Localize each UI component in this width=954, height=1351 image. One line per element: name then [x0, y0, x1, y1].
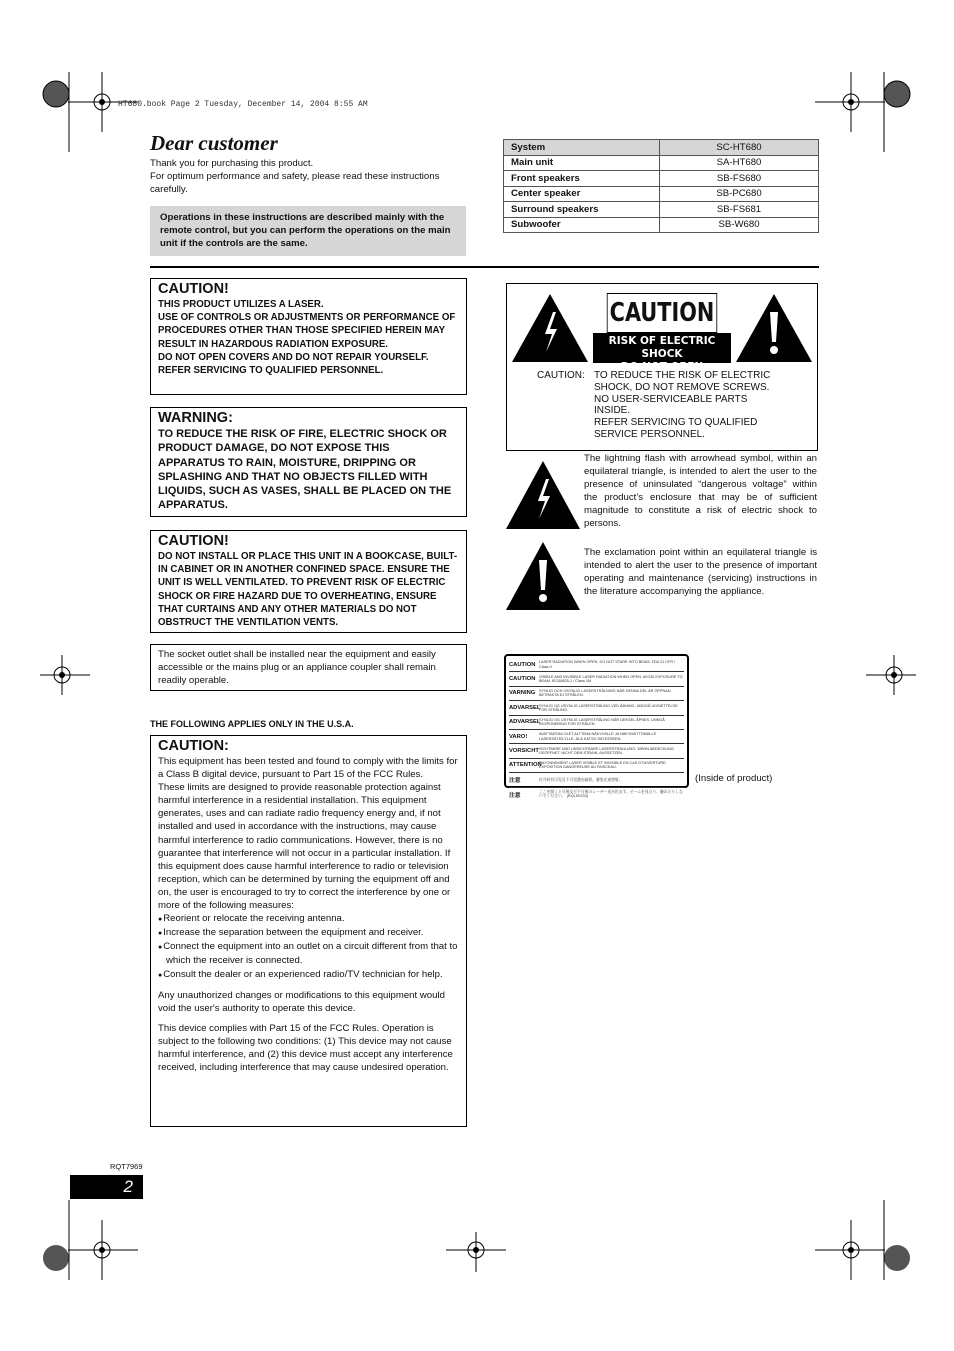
label-row	[509, 701, 684, 715]
registration-mark-icon	[815, 1200, 915, 1280]
label-row	[509, 730, 684, 744]
label-row-title: 注意	[509, 792, 521, 799]
label-row-title: ADVARSEL	[509, 719, 541, 726]
label-row-text: VISIBLE AND INVISIBLE LASER RADIATION WHEN OPEN. AVOID EXPOSURE TO BEAM. IEC60825-1 / Class 1M	[539, 674, 683, 684]
remote-control-note: Operations in these instructions are described mainly with the remote control, but you can perform the operations on the main unit if the controls are the same.	[150, 206, 466, 256]
registration-mark-icon	[38, 1200, 138, 1280]
socket-note: The socket outlet shall be installed near the equipment and easily accessible or the mains plug or an appliance coupler shall remain readily operable.	[158, 649, 436, 687]
list-item: ● Consult the dealer or an experienced radio/TV technician for help.	[158, 968, 459, 982]
label-row	[509, 788, 684, 801]
model-label: Main unit	[504, 155, 660, 171]
crosshair-icon	[40, 655, 90, 695]
label-row-text: AVATTAESSA OLET ALTTIINA NÄKYVÄLLE JA NÄKYMÄTTÖMÄLLE LASERSÄTEILYLLE. ÄLÄ KATSO SÄTEESEEN.	[539, 732, 657, 741]
label-row-title: CAUTION	[509, 661, 536, 668]
label-row-title: 注意	[509, 778, 521, 785]
model-label: Front speakers	[504, 171, 660, 187]
caution-line: DO NOT OPEN COVERS AND DO NOT REPAIR YOURSELF. REFER SERVICING TO QUALIFIED PERSONNEL.	[158, 351, 429, 377]
label-row-text: SYNLIG OG USYNLIG LASERSTRÅLING VED ÅBNING. UNDGÅ UDSÆTTELSE FOR STRÅLING.	[539, 703, 678, 712]
fcc-paragraph: This device complies with Part 15 of the FCC Rules. Operation is subject to the following two conditions: (1) This device may not cause harmful interference, and (2) this device must accept any interference received, including interference that may cause undesired operation.	[158, 1022, 453, 1074]
label-row-title: ADVARSEL	[509, 704, 541, 711]
section-divider	[150, 266, 819, 268]
fcc-caution-box	[150, 735, 467, 1127]
model-value: SB-PC680	[660, 186, 819, 202]
model-value: SA-HT680	[660, 155, 819, 171]
page-title: Dear customer	[150, 131, 278, 155]
caution-line: THIS PRODUCT UTILIZES A LASER.	[158, 299, 324, 310]
caution-sign-title: CAUTION	[607, 293, 717, 333]
caution-label-line: SERVICE PERSONNEL.	[594, 428, 705, 440]
model-label: Center speaker	[504, 186, 660, 202]
lightning-symbol-description: The lightning flash with arrowhead symbol, within an equilateral triangle, is intended to alert the user to the presence of uninsulated “dangerous voltage” within the product’s enclosure that may be of sufficient magnitude to constitute a risk of electric shock to persons.	[584, 453, 817, 529]
fcc-paragraph: Any unauthorized changes or modifications to this equipment would void the user's authority to operate this device.	[158, 989, 445, 1014]
warning-box	[150, 407, 467, 517]
lightning-triangle-icon	[506, 461, 580, 529]
label-row	[509, 744, 684, 758]
registration-mark-icon	[38, 72, 138, 152]
usa-heading: THE FOLLOWING APPLIES ONLY IN THE U.S.A.	[150, 719, 354, 729]
page-number: 2	[70, 1175, 143, 1199]
ventilation-caution-box	[150, 530, 467, 633]
model-label: System	[504, 140, 660, 156]
laser-warning-label	[504, 654, 689, 799]
caution-label-line: REFER SERVICING TO QUALIFIED	[594, 417, 758, 429]
label-row-title: VARO!	[509, 733, 528, 740]
caution-label-graphic	[506, 283, 818, 451]
exclamation-triangle-icon	[506, 542, 580, 610]
caution-text: DO NOT INSTALL OR PLACE THIS UNIT IN A BOOKCASE, BUILT-IN CABINET OR IN ANOTHER CONFINED SPACE. ENSURE THE UNIT IS WELL VENTILATED. TO PREVENT RISK OF ELECTRIC SHOCK OR FIRE HAZARD DUE TO OVERHEATING, ENSURE THAT CURTAINS AND ANY OTHER MATERIALS DO NOT OBSTRUCT THE VENTILATION VENTS.	[158, 551, 458, 629]
caution-label-line: NO USER-SERVICEABLE PARTS	[594, 393, 748, 405]
label-row-title: ATTENTION	[509, 762, 542, 769]
model-value: SB-FS680	[660, 171, 819, 187]
label-row-title: VORSICHT	[509, 748, 539, 755]
model-value: SB-FS681	[660, 202, 819, 218]
caution-heading: CAUTION!	[158, 281, 229, 297]
exclamation-triangle-icon	[736, 294, 812, 362]
label-row	[509, 773, 684, 787]
model-table	[503, 139, 819, 233]
model-value: SB-W680	[660, 217, 819, 233]
label-row-text: ここを開くと可視及び不可視のレーザー光が出ます。ビームを見たり、触れたりしないでください。 (RQLS0233)	[539, 789, 683, 799]
crosshair-icon	[866, 655, 916, 695]
label-row-text: RAYONNEMENT LASER VISIBLE ET INVISIBLE EN CAS D'OUVERTURE. EXPOSITION DANGEREUSE AU FAISCEAU.	[539, 761, 667, 770]
caution-sign	[593, 293, 731, 373]
caution-heading: CAUTION!	[158, 533, 229, 549]
fcc-heading: CAUTION:	[158, 738, 229, 754]
laser-caution-box	[150, 278, 467, 395]
label-row	[509, 759, 684, 773]
table-row	[504, 155, 819, 171]
label-row-title: VARNING	[509, 690, 536, 697]
inside-of-product-note: (Inside of product)	[695, 773, 773, 784]
caution-line: USE OF CONTROLS OR ADJUSTMENTS OR PERFORMANCE OF PROCEDURES OTHER THAN THOSE SPECIFIED HEREIN MAY RESULT IN HAZARDOUS RADIATION EXPOSURE.	[158, 312, 456, 350]
lightning-triangle-icon	[512, 294, 588, 362]
model-value: SC-HT680	[660, 140, 819, 156]
socket-note-box	[150, 644, 467, 691]
list-item: ● Reorient or relocate the receiving antenna.	[158, 912, 459, 926]
file-header: HT680.book Page 2 Tuesday, December 14, 2004 8:55 AM	[118, 100, 368, 109]
exclamation-symbol-description: The exclamation point within an equilateral triangle is intended to alert the user to the presence of important operating and maintenance (servicing) instructions in the literature accompanying the appliance.	[584, 547, 817, 597]
intro-line: For optimum performance and safety, please read these instructions carefully.	[150, 171, 440, 195]
table-row	[504, 186, 819, 202]
label-row-text: 打开时有可见及不可见激光辐射。避免光束照射。	[539, 777, 623, 782]
table-row	[504, 217, 819, 233]
caution-label-line: SHOCK, DO NOT REMOVE SCREWS.	[594, 381, 770, 393]
warning-text: TO REDUCE THE RISK OF FIRE, ELECTRIC SHOCK OR PRODUCT DAMAGE, DO NOT EXPOSE THIS APPARATUS TO RAIN, MOISTURE, DRIPPING OR SPLASHING AND THAT NO OBJECTS FILLED WITH LIQUIDS, SUCH AS VASES, SHALL BE PLACED ON THE APPARATUS.	[158, 428, 452, 512]
caution-sign-line: RISK OF ELECTRIC SHOCK	[608, 335, 716, 360]
table-row	[504, 171, 819, 187]
fcc-paragraph: This equipment has been tested and found to comply with the limits for a Class B digital device, pursuant to Part 15 of the FCC Rules.	[158, 756, 458, 781]
caution-sign-subtitle	[593, 333, 731, 373]
label-row	[509, 658, 684, 672]
document-code: RQT7969	[110, 1162, 143, 1171]
fcc-measures-list	[158, 912, 459, 981]
label-row-text: SYNLIG OCH OSYNLIG LASERSTRÅLNING NÄR DENNA DEL ÄR ÖPPNAD. BETRAKTA EJ STRÅLEN.	[539, 689, 672, 698]
label-row	[509, 672, 684, 686]
table-row	[504, 202, 819, 218]
intro-text	[150, 157, 468, 196]
table-row	[504, 140, 819, 156]
label-row	[509, 716, 684, 730]
caution-label-line: INSIDE.	[594, 405, 631, 417]
caution-sign-line: DO NOT OPEN	[620, 361, 704, 373]
label-row-text: SICHTBARE UND UNSICHTBARE LASERSTRAHLUNG, WENN ABDECKUNG GEÖFFNET. NICHT DEM STRAHL AUSSETZEN.	[539, 746, 674, 756]
list-item: ● Increase the separation between the equipment and receiver.	[158, 926, 459, 940]
caution-label-text	[537, 370, 807, 441]
fcc-paragraph: These limits are designed to provide reasonable protection against harmful interference in a residential installation. This equipment generates, uses and can radiate radio frequency energy and, if not installed and used in accordance with the instructions, may cause harmful interference to radio communications. However, there is no guarantee that interference will not occur in a particular installation. If this equipment does cause harmful interference to radio or television reception, which can be determined by turning the equipment off and on, the user is encouraged to try to correct the interference by one or more of the following measures:	[158, 782, 451, 912]
model-label: Subwoofer	[504, 217, 660, 233]
label-row-title: CAUTION	[509, 676, 536, 683]
caution-label-word: CAUTION:	[537, 370, 585, 381]
registration-mark-icon	[815, 72, 915, 152]
crosshair-icon	[446, 1232, 506, 1272]
label-row-text: SYNLIG OG USYNLIG LASERSTRÅLING NÅR DEKSEL ÅPNES. UNNGÅ EKSPONERING FOR STRÅLEN.	[539, 717, 665, 727]
intro-line: Thank you for purchasing this product.	[150, 158, 314, 169]
label-row	[509, 687, 684, 701]
warning-heading: WARNING:	[158, 410, 233, 426]
label-row-text: LASER RADIATION WHEN OPEN. DO NOT STARE INTO BEAM. FDA 21 CFR / Class II	[539, 660, 676, 669]
list-item: ● Connect the equipment into an outlet on a circuit different from that to which the receiver is connected.	[158, 940, 459, 967]
model-label: Surround speakers	[504, 202, 660, 218]
caution-label-line: TO REDUCE THE RISK OF ELECTRIC	[594, 370, 771, 381]
